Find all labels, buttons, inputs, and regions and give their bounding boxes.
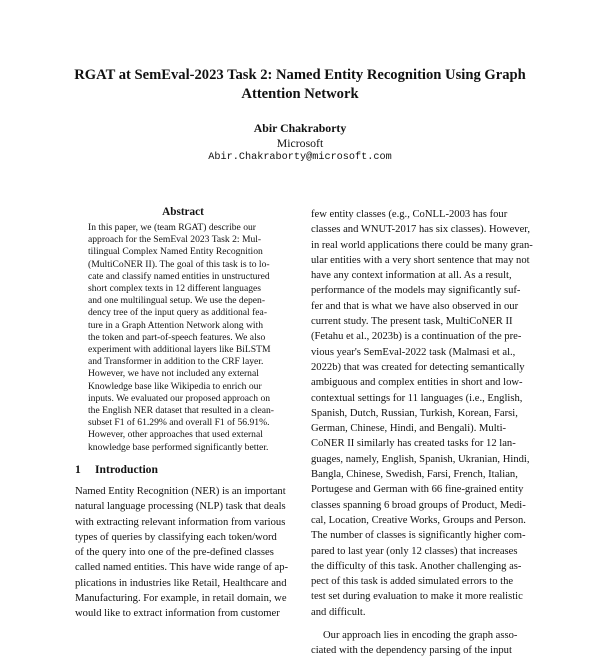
abstract-heading: Abstract: [162, 206, 204, 218]
body-line: guages, namely, English, Spanish, Ukranian, Hindi,: [311, 453, 530, 465]
body-line: cal, Location, Creative Works, Groups and Person.: [311, 514, 526, 526]
body-line: test set during evaluation to make it more realistic: [311, 591, 523, 603]
body-line: ciated with the dependency parsing of the input: [311, 645, 512, 657]
author-name: Abir Chakraborty: [253, 121, 347, 135]
introduction-line: with extracting relevant information from various: [75, 516, 286, 528]
abstract-line: cate and classify named entities in unstructured: [88, 270, 270, 282]
body-line: contextual settings for 11 languages (i.e., English,: [311, 392, 523, 404]
introduction-line: would like to extract information from customer: [75, 608, 280, 620]
abstract-line: dency tree of the input query as additional fea-: [88, 307, 268, 319]
introduction-line: natural language processing (NLP) task that deals: [75, 501, 286, 513]
paragraph-gap: [311, 620, 533, 628]
right-column-body: [311, 207, 533, 659]
abstract-line: the token and part-of-speech features. We also: [88, 331, 266, 343]
abstract-line: However, other approaches that used external: [88, 429, 263, 441]
title-line: Attention Network: [241, 86, 359, 102]
abstract-line: approach for the SemEval 2023 Task 2: Mul-: [88, 234, 262, 246]
introduction-body: [75, 484, 301, 622]
body-line: Our approach lies in encoding the graph asso-: [323, 630, 518, 642]
title-line: RGAT at SemEval-2023 Task 2: Named Entity Recognition Using Graph: [74, 67, 526, 83]
abstract-line: knowledge base performed significantly better.: [88, 441, 269, 453]
body-line: CoNER II similarly has created tasks for 12 lan-: [311, 438, 516, 450]
abstract-line: and one multilingual setup. We use the depen-: [88, 295, 266, 307]
author-email: Abir.Chakraborty@microsoft.com: [208, 152, 392, 163]
abstract-line: ture in a Graph Attention Network along with: [88, 319, 264, 331]
body-line: Bangla, Chinese, Swedish, Farsi, French, Italian,: [311, 469, 518, 481]
body-line: the difficulty of this task. Another challenging as-: [311, 560, 522, 572]
introduction-line: plications in industries like Retail, Healthcare and: [75, 577, 287, 589]
abstract-line: (MultiCoNER II). The goal of this task is to lo-: [88, 258, 270, 270]
body-line: pect of this task is added simulated errors to the: [311, 576, 514, 588]
introduction-line: called named entities. This have wide range of ap-: [75, 562, 289, 574]
abstract-line: In this paper, we (team RGAT) describe our: [88, 222, 256, 233]
body-line: Portugese and German with 66 fine-grained entity: [311, 484, 524, 496]
body-line: vious year's SemEval-2022 task (Malmasi et al.,: [311, 346, 516, 358]
body-line: ular entities with a very short sentence that may not: [311, 254, 530, 266]
introduction-line: types of queries by classifying each token/word: [75, 531, 277, 543]
body-line: current study. The present task, MultiCoNER II: [311, 316, 513, 328]
abstract-line: However, we have not included any external: [88, 368, 259, 380]
abstract-line: tilingual Complex Named Entity Recognition: [88, 246, 263, 258]
section-heading-introduction: [75, 462, 158, 477]
introduction-line: Manufacturing. For example, in retail domain, we: [75, 593, 287, 605]
body-line: 2022b) that was created for detecting semantically: [311, 361, 525, 373]
abstract-line: inputs. We evaluated our proposed approach on: [88, 392, 271, 404]
body-line: pared to last year (only 12 classes) that increases: [311, 545, 518, 557]
body-line: fer and that is what we have also observed in our: [311, 300, 519, 312]
section-title: Introduction: [95, 463, 158, 476]
abstract-line: experiment with additional layers like BiLSTM: [88, 344, 271, 356]
abstract-line: the English NER dataset that resulted in a clean-: [88, 405, 274, 417]
abstract-line: short complex texts in 12 different languages: [88, 283, 262, 295]
body-line: (Fetahu et al., 2023b) is a continuation of the pre-: [311, 331, 522, 343]
body-line: The number of classes is significantly higher com-: [311, 530, 526, 542]
body-line: classes spanning 6 broad groups of Product, Medi-: [311, 499, 526, 511]
abstract-line: and Transformer in addition to the CRF layer.: [88, 356, 264, 368]
paper-title: [40, 66, 560, 104]
body-line: few entity classes (e.g., CoNLL-2003 has four: [311, 209, 508, 220]
abstract-line: subset F1 of 61.29% and overall F1 of 56.91%.: [88, 417, 270, 429]
abstract-line: Knowledge base like Wikipedia to enrich our: [88, 380, 262, 392]
introduction-line: of the query into one of the pre-defined classes: [75, 547, 274, 559]
body-line: performance of the models may significantly suf-: [311, 285, 521, 297]
body-line: in real world applications there could be many gran-: [311, 239, 533, 251]
body-line: German, Chinese, Hindi, and Bengali). Multi-: [311, 423, 507, 435]
author-affiliation: Microsoft: [276, 136, 324, 150]
body-line: classes and WNUT-2017 has six classes). However,: [311, 224, 531, 236]
body-line: and difficult.: [311, 606, 366, 618]
body-line: ambiguous and complex entities in short and low-: [311, 377, 523, 389]
abstract-body: [88, 222, 278, 454]
body-line: have any context information at all. As a result,: [311, 270, 512, 282]
body-line: Spanish, Dutch, Russian, Turkish, Korean, Farsi,: [311, 407, 518, 419]
section-number: 1: [75, 463, 81, 476]
introduction-line: Named Entity Recognition (NER) is an important: [75, 486, 286, 497]
